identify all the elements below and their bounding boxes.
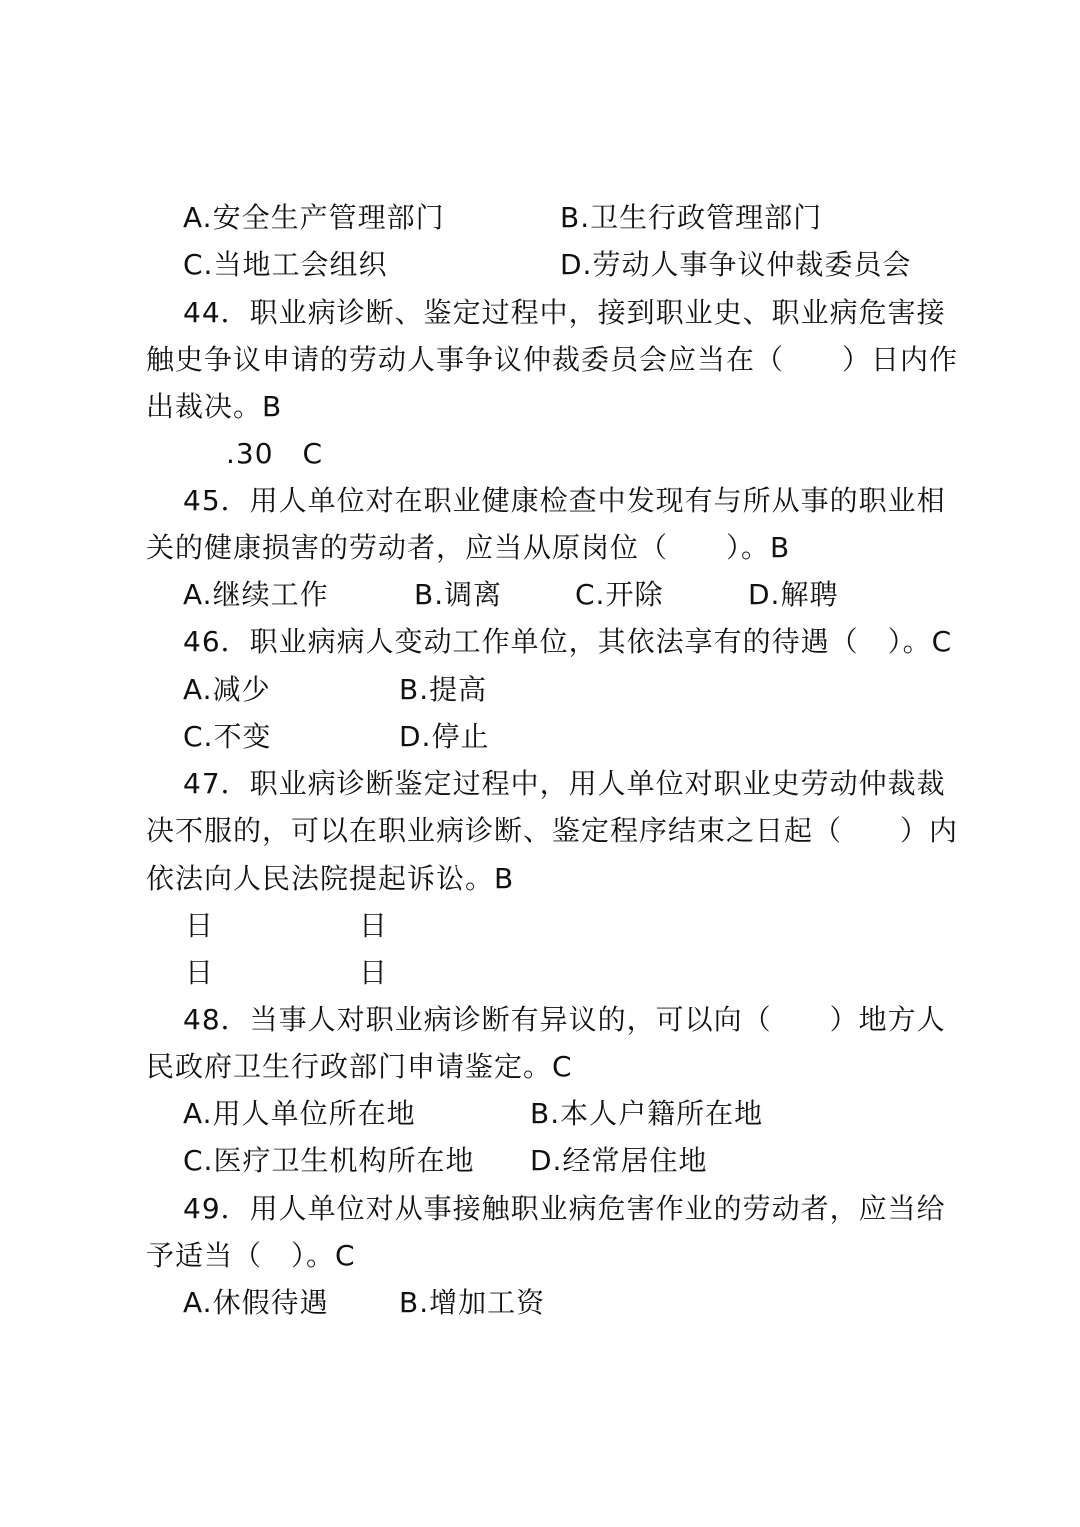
q46-question-line-1: 46．职业病病人变动工作单位，其依法享有的待遇（ ）。C [183, 625, 953, 658]
q47-option-a: 日 [185, 909, 215, 942]
q48-option-c: C.医疗卫生机构所在地 [183, 1144, 475, 1177]
q48-option-d: D.经常居住地 [530, 1144, 708, 1177]
q48-question-line-2: 民政府卫生行政部门申请鉴定。C [146, 1050, 573, 1083]
q45-option-d: D.解聘 [748, 578, 839, 611]
q45-option-c: C.开除 [575, 578, 664, 611]
q46-option-d: D.停止 [399, 720, 490, 753]
q48-option-a: A.用人单位所在地 [183, 1097, 416, 1130]
q47-option-d: 日 [359, 956, 389, 989]
q48-option-b: B.本人户籍所在地 [530, 1097, 764, 1130]
q49-question-line-1: 49．用人单位对从事接触职业病危害作业的劳动者，应当给 [183, 1192, 946, 1225]
q46-option-a: A.减少 [183, 673, 271, 706]
q44-question-line-3: 出裁决。B [146, 390, 283, 423]
q46-option-b: B.提高 [399, 673, 488, 706]
q44-question-line-1: 44．职业病诊断、鉴定过程中，接到职业史、职业病危害接 [183, 296, 946, 329]
q47-question-line-1: 47．职业病诊断鉴定过程中，用人单位对职业史劳动仲裁裁 [183, 767, 946, 800]
q48-question-line-1: 48．当事人对职业病诊断有异议的，可以向（ ）地方人 [183, 1003, 946, 1036]
q47-option-c: 日 [185, 956, 215, 989]
q45-question-line-1: 45．用人单位对在职业健康检查中发现有与所从事的职业相 [183, 484, 946, 517]
q45-question-line-2: 关的健康损害的劳动者，应当从原岗位（ ）。B [146, 531, 791, 564]
q43-option-a: A.安全生产管理部门 [183, 201, 445, 234]
q45-option-a: A.继续工作 [183, 578, 329, 611]
q49-question-line-2: 予适当（ ）。C [146, 1239, 356, 1272]
q43-option-d: D.劳动人事争议仲裁委员会 [560, 248, 912, 281]
q47-question-line-2: 决不服的，可以在职业病诊断、鉴定程序结束之日起（ ）内 [146, 814, 959, 847]
q44-question-line-2: 触史争议申请的劳动人事争议仲裁委员会应当在（ ）日内作 [146, 343, 959, 376]
q47-option-b: 日 [359, 909, 389, 942]
q46-option-c: C.不变 [183, 720, 272, 753]
q43-option-c: C.当地工会组织 [183, 248, 388, 281]
q49-option-b: B.增加工资 [399, 1286, 546, 1319]
q49-option-a: A.休假待遇 [183, 1286, 329, 1319]
q43-option-b: B.卫生行政管理部门 [560, 201, 823, 234]
q44-options: .30 C [226, 437, 324, 470]
q45-option-b: B.调离 [414, 578, 503, 611]
q47-question-line-3: 依法向人民法院提起诉讼。B [146, 862, 515, 895]
